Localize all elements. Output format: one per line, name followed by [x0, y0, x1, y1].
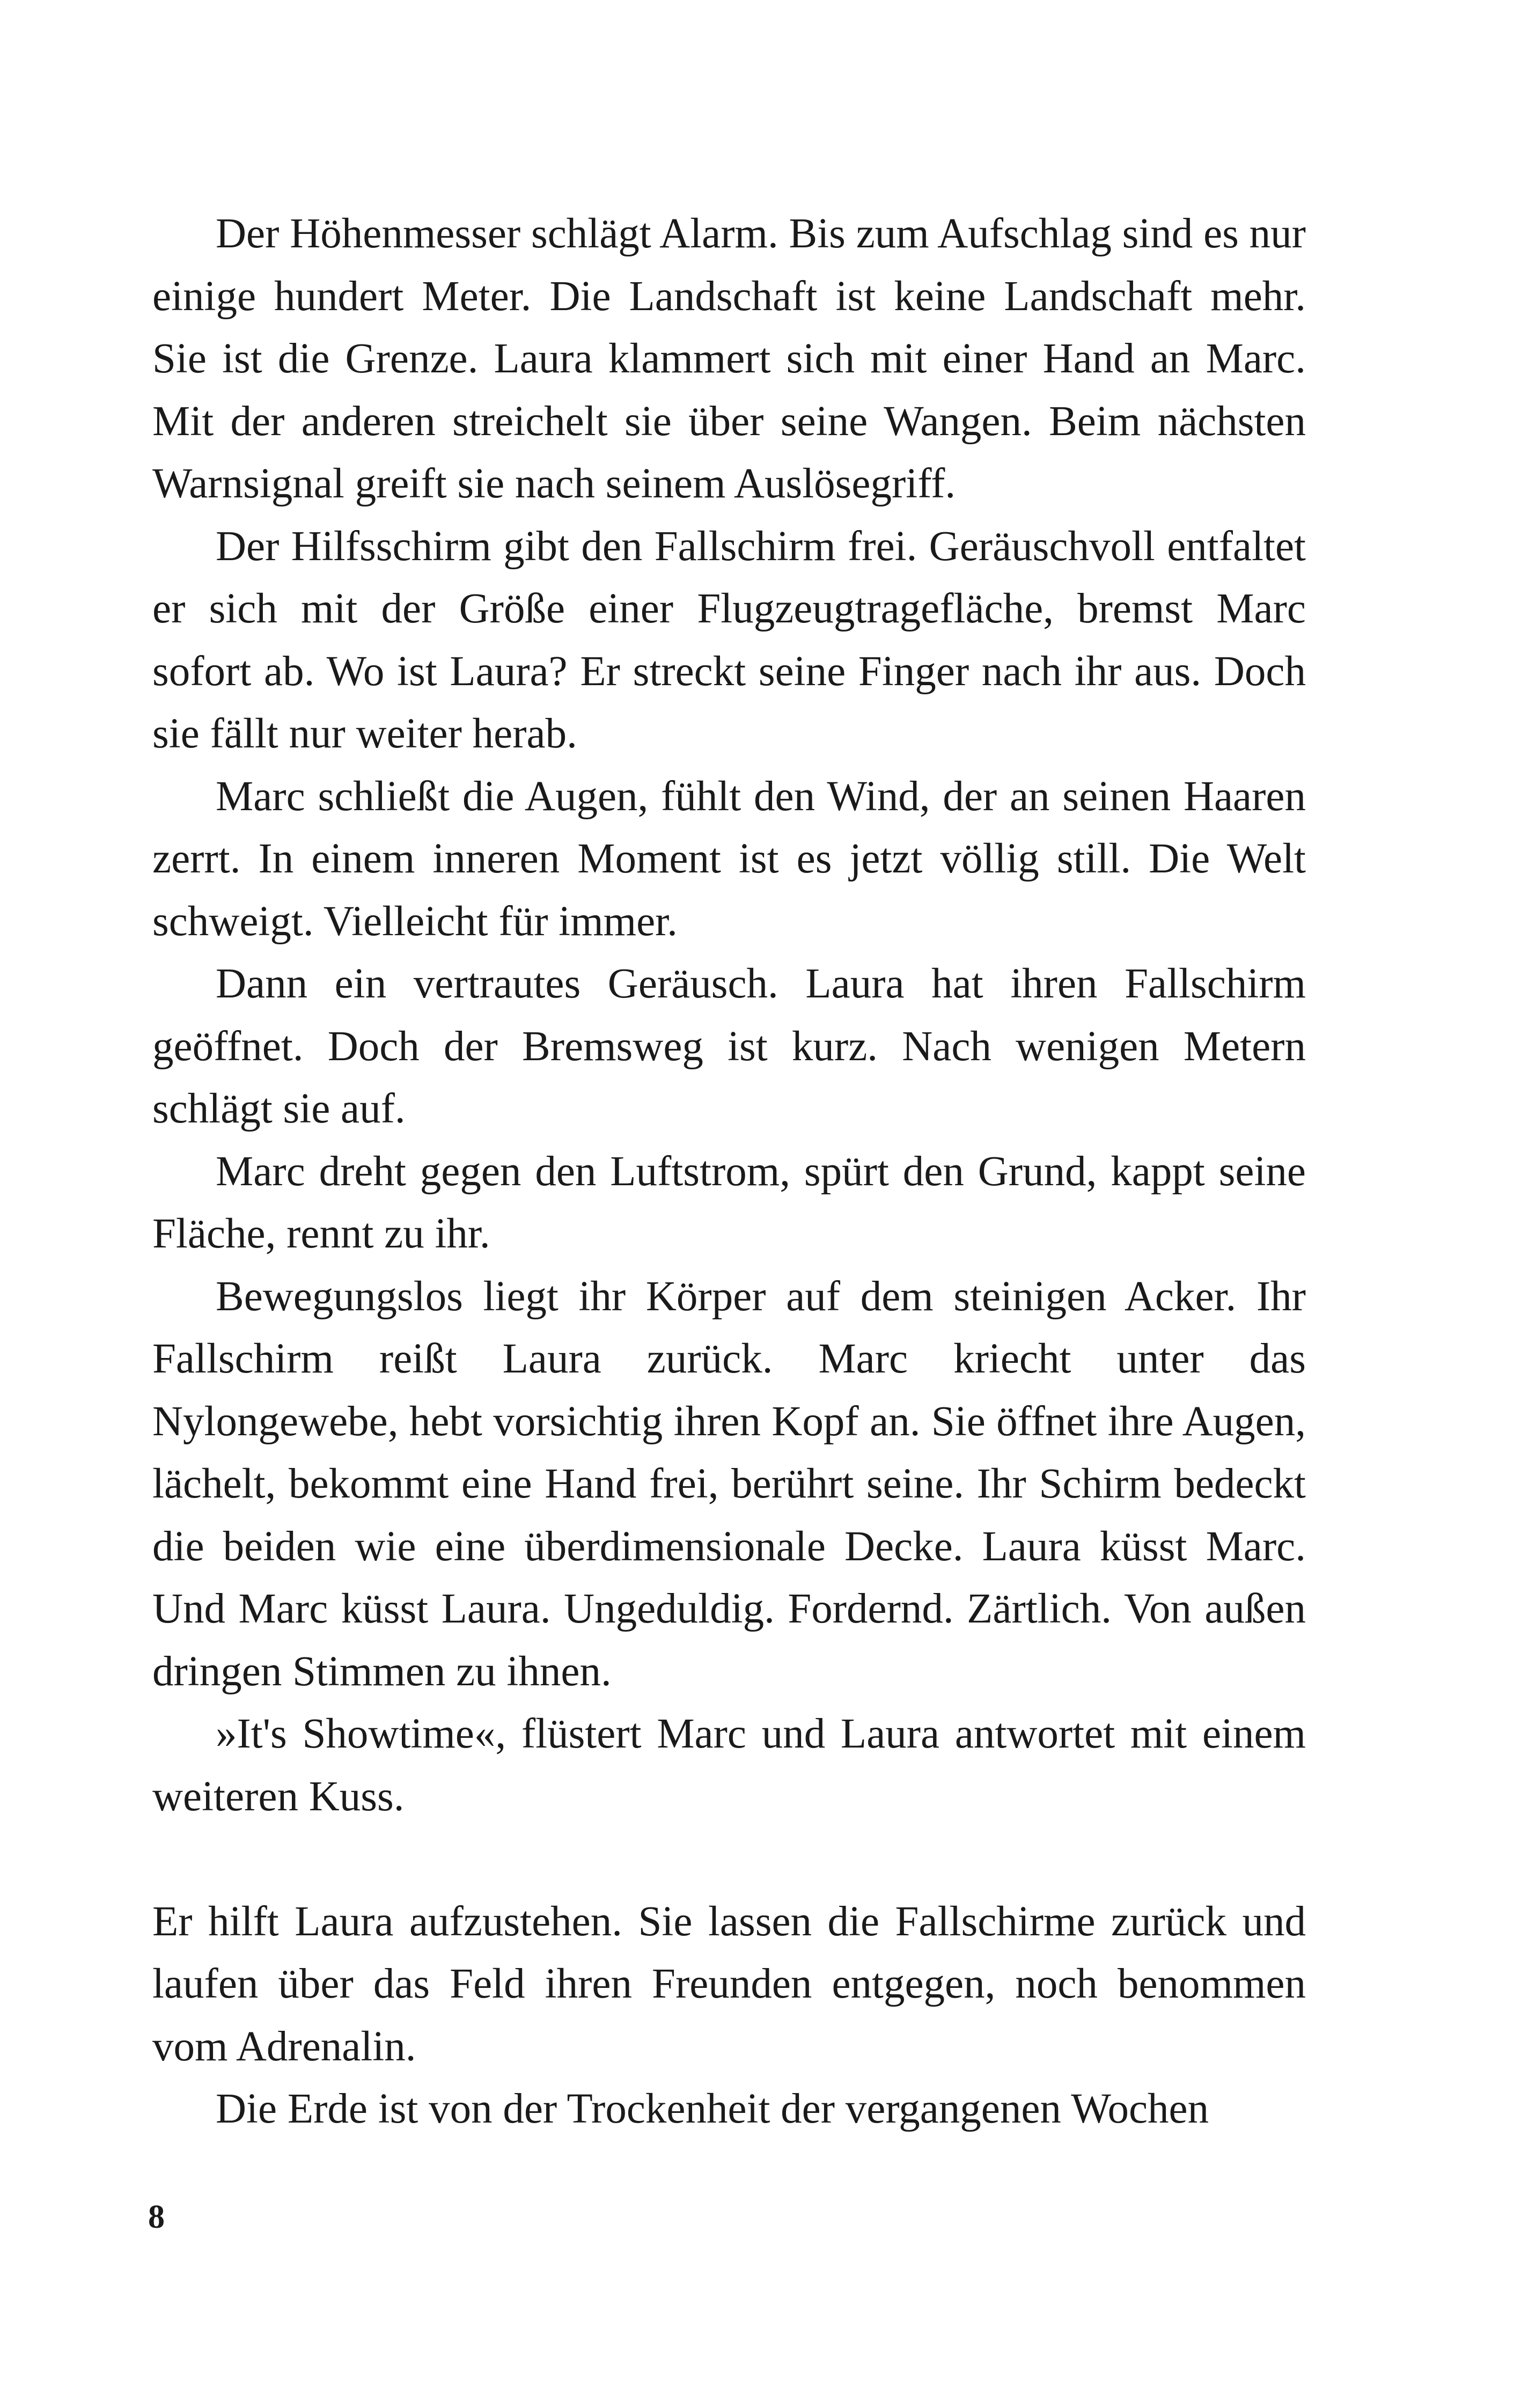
paragraph-3: Marc schließt die Augen, fühlt den Wind, der an seinen Haaren zerrt. In einem inneren Moment ist es jetzt völlig still. Die Welt schweigt. Vielleicht für immer.	[152, 773, 1306, 945]
body-text	[152, 203, 1306, 2141]
page-number: 8	[148, 2199, 165, 2235]
paragraph-1: Der Höhenmesser schlägt Alarm. Bis zum Aufschlag sind es nur einige hundert Meter. Die Landschaft ist keine Landschaft mehr. Sie ist die Grenze. Laura klammert sich mit einer Hand an Marc. Mit der anderen streichelt sie über seine Wangen. Beim nächsten Warnsignal greift sie nach seinem Auslösegriff.	[152, 210, 1306, 507]
paragraph-4: Dann ein vertrautes Geräusch. Laura hat ihren Fallschirm geöffnet. Doch der Bremsweg ist kurz. Nach wenigen Metern schlägt sie auf.	[152, 960, 1306, 1132]
paragraph-5: Marc dreht gegen den Luftstrom, spürt den Grund, kappt seine Fläche, rennt zu ihr.	[152, 1148, 1306, 1257]
paragraph-7: »It's Showtime«, flüstert Marc und Laura antwortet mit einem weiteren Kuss.	[152, 1710, 1306, 1820]
section-break	[152, 1828, 1306, 1891]
paragraph-2: Der Hilfsschirm gibt den Fallschirm frei. Geräuschvoll entfaltet er sich mit der Größe einer Flugzeugtragefläche, bremst Marc sofort ab. Wo ist Laura? Er streckt seine Finger nach ihr aus. Doch sie fällt nur weiter herab.	[152, 523, 1306, 757]
paragraph-9: Die Erde ist von der Trockenheit der vergangenen Wochen	[216, 2086, 1209, 2132]
paragraph-6: Bewegungslos liegt ihr Körper auf dem steinigen Acker. Ihr Fallschirm reißt Laura zurück. Marc kriecht unter das Nylongewebe, hebt vorsichtig ihren Kopf an. Sie öffnet ihre Augen, lächelt, bekommt eine Hand frei, berührt seine. Ihr Schirm bedeckt die beiden wie eine überdimensionale Decke. Laura küsst Marc. Und Marc küsst Laura. Ungeduldig. Fordernd. Zärtlich. Von außen dringen Stimmen zu ihnen.	[152, 1273, 1306, 1695]
paragraph-8: Er hilft Laura aufzustehen. Sie lassen die Fallschirme zurück und laufen über das Feld ihren Freunden entgegen, noch benommen vom Adrenalin.	[152, 1898, 1306, 2070]
